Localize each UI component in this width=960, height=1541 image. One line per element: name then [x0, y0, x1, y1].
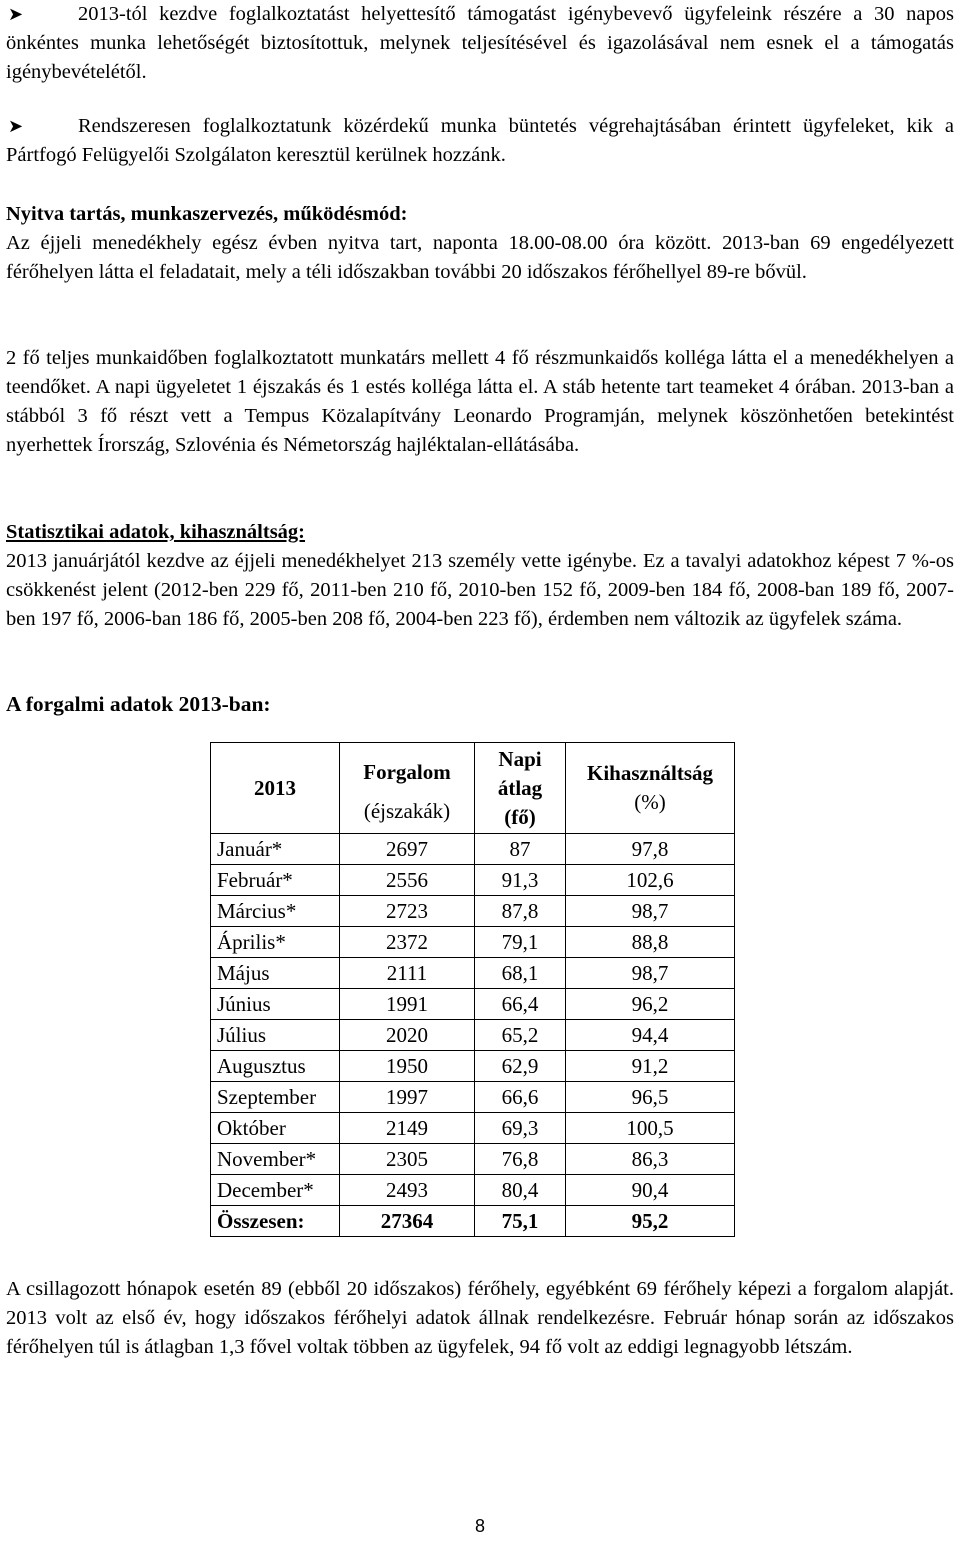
month-cell: Február* — [211, 865, 340, 896]
utilization-cell: 97,8 — [566, 834, 735, 865]
header-cell-year: 2013 — [211, 743, 340, 834]
utilization-cell: 86,3 — [566, 1144, 735, 1175]
bullet-item — [6, 0, 954, 87]
utilization-cell: 90,4 — [566, 1175, 735, 1206]
average-cell: 79,1 — [475, 927, 566, 958]
table-row — [211, 1175, 735, 1206]
footnote-paragraph: A csillagozott hónapok esetén 89 (ebből 20 időszakos) férőhely, egyébként 69 férőhely képezi a forgalom alapját. 2013 volt az első év, hogy időszakos férőhelyi adatok állnak rendelkezésre. Február hónap során az időszakos férőhelyen túl is átlagban 1,3 fővel voltak többen az ügyfelek, 94 fő volt az eddigi legnagyobb létszám. — [6, 1278, 954, 1358]
bullet-text: 2013-tól kezdve foglalkoztatást helyettesítő támogatást igénybevevő ügyfeleink részére a 30 napos önkéntes munka lehetőségét biztosítottuk, melynek teljesítésével és igazolásával nem esnek el a támogatás igénybevételétől. — [6, 3, 954, 83]
section-heading: A forgalmi adatok 2013-ban: — [6, 692, 271, 716]
average-cell: 87,8 — [475, 896, 566, 927]
header-average-line1: Napi — [498, 746, 542, 771]
bullet-text: Rendszeresen foglalkoztatunk közérdekű munka büntetés végrehajtásában érintett ügyfeleket, kik a Pártfogó Felügyelői Szolgálaton keresztül kerülnek hozzánk. — [6, 115, 954, 166]
traffic-cell: 1991 — [340, 989, 475, 1020]
average-cell: 69,3 — [475, 1113, 566, 1144]
month-cell: December* — [211, 1175, 340, 1206]
utilization-cell: 94,4 — [566, 1020, 735, 1051]
header-cell-traffic — [340, 743, 475, 834]
header-utilization-unit: (%) — [634, 790, 666, 814]
traffic-cell: 2111 — [340, 958, 475, 989]
traffic-cell: 2697 — [340, 834, 475, 865]
header-cell-utilization — [566, 743, 735, 834]
header-average-line3: (fő) — [504, 804, 536, 829]
average-cell: 76,8 — [475, 1144, 566, 1175]
table-header-row — [211, 743, 735, 834]
month-cell: Január* — [211, 834, 340, 865]
average-cell: 91,3 — [475, 865, 566, 896]
month-cell: Március* — [211, 896, 340, 927]
table-row — [211, 1051, 735, 1082]
table-row — [211, 896, 735, 927]
total-traffic-cell: 27364 — [340, 1206, 475, 1237]
utilization-cell: 88,8 — [566, 927, 735, 958]
month-cell: Augusztus — [211, 1051, 340, 1082]
table-total-row — [211, 1206, 735, 1237]
total-utilization-cell: 95,2 — [566, 1206, 735, 1237]
arrow-bullet-icon: ➤ — [8, 116, 24, 136]
month-cell: Szeptember — [211, 1082, 340, 1113]
month-cell: Május — [211, 958, 340, 989]
section-heading: Statisztikai adatok, kihasználtság: — [6, 521, 306, 543]
average-cell: 66,4 — [475, 989, 566, 1020]
paragraph: 2013 januárjától kezdve az éjjeli menedékhelyet 213 személy vette igénybe. Ez a tavalyi adatokhoz képest 7 %-os csökkenést jelent (2012-ben 229 fő, 2011-ben 210 fő, 2010-ben 152 fő, 2009-ben 184 fő, 2008-ban 189 fő, 2007-ben 197 fő, 2006-ban 186 fő, 2005-ben 208 fő, 2004-ben 223 fő), érdemben nem változik az ügyfelek száma. — [6, 550, 954, 630]
total-label-cell: Összesen: — [211, 1206, 340, 1237]
average-cell: 80,4 — [475, 1175, 566, 1206]
utilization-cell: 102,6 — [566, 865, 735, 896]
traffic-cell: 2372 — [340, 927, 475, 958]
header-cell-average — [475, 743, 566, 834]
section-heading: Nyitva tartás, munkaszervezés, működésmód: — [6, 203, 408, 225]
utilization-cell: 100,5 — [566, 1113, 735, 1144]
traffic-cell: 2723 — [340, 896, 475, 927]
month-cell: November* — [211, 1144, 340, 1175]
paragraph: 2 fő teljes munkaidőben foglalkoztatott munkatárs mellett 4 fő részmunkaidős kolléga látta el a menedékhelyen a teendőket. A napi ügyeletet 1 éjszakás és 1 estés kolléga látta el. A stáb hetente tart teameket 4 órában. 2013-ban a stábból 3 fő részt vett a Tempus Közalapítvány Leonardo Programján, melynek köszönhetően betekintést nyerhettek Írország, Szlovénia és Németország hajléktalan-ellátásába. — [6, 347, 954, 456]
table-row — [211, 834, 735, 865]
paragraph: Az éjjeli menedékhely egész évben nyitva tart, naponta 18.00-08.00 óra között. 2013-ban 69 engedélyezett férőhelyen látta el feladatait, mely a téli időszakban további 20 időszakos férőhellyel 89-re bővül. — [6, 232, 954, 283]
traffic-cell: 2020 — [340, 1020, 475, 1051]
table-row — [211, 1113, 735, 1144]
table-row — [211, 1020, 735, 1051]
header-traffic-label: Forgalom — [363, 760, 451, 784]
total-average-cell: 75,1 — [475, 1206, 566, 1237]
month-cell: Április* — [211, 927, 340, 958]
traffic-cell: 1997 — [340, 1082, 475, 1113]
table-row — [211, 1082, 735, 1113]
utilization-cell: 96,5 — [566, 1082, 735, 1113]
average-cell: 68,1 — [475, 958, 566, 989]
traffic-table — [210, 742, 735, 1237]
table-row — [211, 865, 735, 896]
utilization-cell: 91,2 — [566, 1051, 735, 1082]
traffic-cell: 2493 — [340, 1175, 475, 1206]
traffic-cell: 1950 — [340, 1051, 475, 1082]
table-row — [211, 1144, 735, 1175]
table-row — [211, 927, 735, 958]
header-traffic-unit: (éjszakák) — [363, 799, 451, 823]
average-cell: 66,6 — [475, 1082, 566, 1113]
utilization-cell: 96,2 — [566, 989, 735, 1020]
arrow-bullet-icon: ➤ — [8, 4, 24, 24]
traffic-cell: 2149 — [340, 1113, 475, 1144]
traffic-cell: 2305 — [340, 1144, 475, 1175]
utilization-cell: 98,7 — [566, 896, 735, 927]
average-cell: 87 — [475, 834, 566, 865]
month-cell: Október — [211, 1113, 340, 1144]
traffic-cell: 2556 — [340, 865, 475, 896]
header-average-line2: átlag — [497, 775, 543, 800]
table-row — [211, 989, 735, 1020]
page-number: 8 — [474, 1516, 485, 1536]
bullet-item — [6, 112, 954, 170]
average-cell: 62,9 — [475, 1051, 566, 1082]
utilization-cell: 98,7 — [566, 958, 735, 989]
table-row — [211, 958, 735, 989]
month-cell: Július — [211, 1020, 340, 1051]
header-utilization-label: Kihasználtság — [586, 761, 714, 785]
average-cell: 65,2 — [475, 1020, 566, 1051]
month-cell: Június — [211, 989, 340, 1020]
